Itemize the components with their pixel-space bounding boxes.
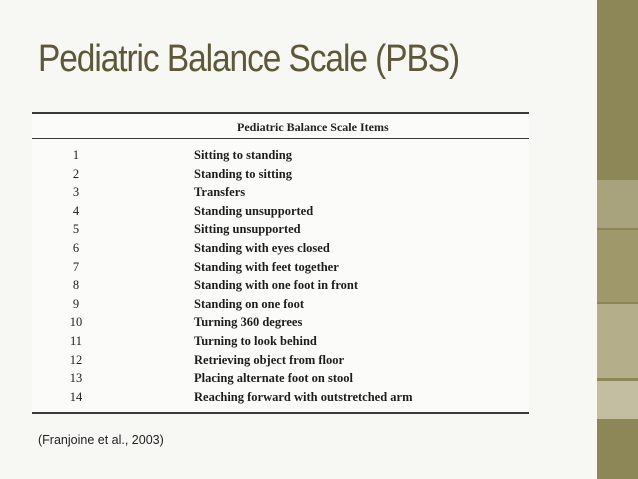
item-name: Turning to look behind <box>194 333 317 348</box>
item-number: 10 <box>69 315 83 330</box>
table-bottom-rule <box>32 412 529 414</box>
table-rows <box>32 148 529 408</box>
item-number: 8 <box>72 278 80 293</box>
item-name: Standing with one foot in front <box>194 278 359 293</box>
table-row <box>32 222 529 241</box>
table-row <box>32 204 529 223</box>
item-number: 13 <box>69 371 83 386</box>
table-row <box>32 334 529 353</box>
table-row <box>32 148 529 167</box>
item-number: 4 <box>72 203 80 218</box>
item-number: 14 <box>69 389 83 404</box>
item-name: Standing with feet together <box>194 259 339 274</box>
item-name: Standing unsupported <box>194 203 314 218</box>
decorative-block <box>597 180 638 228</box>
table-top-rule <box>32 112 529 114</box>
table-row <box>32 353 529 372</box>
item-number: 11 <box>69 333 83 348</box>
table-row <box>32 241 529 260</box>
item-number: 6 <box>72 240 80 255</box>
pbs-items-table <box>32 112 529 414</box>
decorative-block <box>597 230 638 302</box>
item-number: 5 <box>72 222 80 237</box>
table-row <box>32 260 529 279</box>
item-name: Sitting unsupported <box>194 222 301 237</box>
decorative-block <box>597 381 638 419</box>
table-row <box>32 278 529 297</box>
table-row <box>32 297 529 316</box>
item-name: Standing on one foot <box>194 296 305 311</box>
slide-title: Pediatric Balance Scale (PBS) <box>38 38 460 80</box>
item-name: Placing alternate foot on stool <box>194 371 354 386</box>
item-name: Sitting to standing <box>194 148 292 162</box>
table-row <box>32 390 529 409</box>
item-name: Transfers <box>194 185 246 200</box>
item-number: 12 <box>69 352 83 367</box>
citation: (Franjoine et al., 2003) <box>38 433 164 447</box>
table-row <box>32 167 529 186</box>
table-header-rule <box>32 138 529 139</box>
item-name: Reaching forward with outstretched arm <box>194 389 413 404</box>
table-row <box>32 371 529 390</box>
table-column-header: Pediatric Balance Scale Items <box>237 120 389 134</box>
item-name: Turning 360 degrees <box>194 315 303 330</box>
table-row <box>32 185 529 204</box>
item-number: 1 <box>72 148 80 162</box>
item-number: 2 <box>72 166 80 181</box>
item-name: Retrieving object from floor <box>194 352 345 367</box>
item-name: Standing to sitting <box>194 166 292 181</box>
table-row <box>32 315 529 334</box>
decorative-block <box>597 304 638 378</box>
item-number: 7 <box>72 259 80 274</box>
item-number: 9 <box>72 296 80 311</box>
item-number: 3 <box>72 185 80 200</box>
item-name: Standing with eyes closed <box>194 240 330 255</box>
